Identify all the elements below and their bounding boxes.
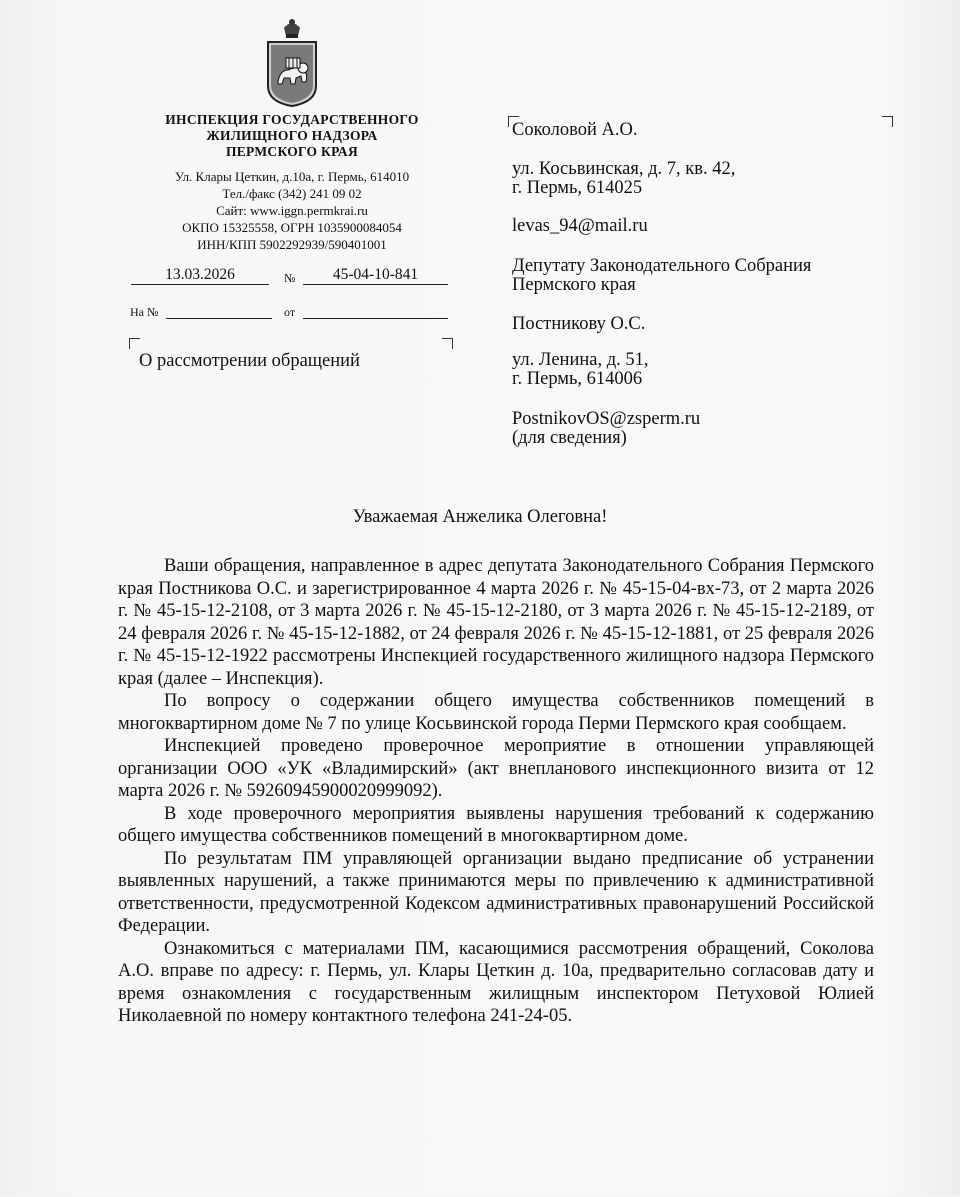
body-paragraph: Ознакомиться с материалами ПМ, касающимися рассмотрения обращений, Соколова А.О. вправе по адресу: г. Пермь, ул. Клары Цеткин д. 10а, предварительно согласовав дату и время ознакомления с государственным жилищным инспектором Петуховой Юлией Николаевной по номеру контактного телефона 241-24-05. bbox=[118, 938, 874, 1026]
body-paragraph: По вопросу о содержании общего имущества собственников помещений в многоквартирном доме № 7 по улице Косьвинской города Перми Пермского края сообщаем. bbox=[118, 691, 874, 734]
recipient-1-address bbox=[512, 160, 892, 198]
registration-date: 13.03.2026 bbox=[131, 266, 269, 285]
body-paragraph: По результатам ПМ управляющей организации выдано предписание об устранении выявленных нарушений, а также принимаются меры по привлечению к административной ответственности, предусмотренной Кодексом административных правонарушений Российской Федерации. bbox=[118, 848, 874, 936]
greeting: Уважаемая Анжелика Олеговна! bbox=[352, 507, 608, 527]
body-paragraph: Инспекцией проведено проверочное мероприятие в отношении управляющей организации ООО «УК «Владимирский» (акт внепланового инспекционного визита от 12 марта 2026 г. № 59260945900020999092). bbox=[118, 736, 874, 801]
recipient-2-street: ул. Ленина, д. 51, bbox=[512, 350, 649, 370]
recipient-2-address bbox=[512, 351, 892, 389]
recipient-1-name: Соколовой А.О. bbox=[512, 120, 638, 140]
reference-number-blank bbox=[166, 318, 272, 319]
recipient-1-city: г. Пермь, 614025 bbox=[512, 178, 643, 198]
letter-body bbox=[118, 555, 874, 1028]
registration-number: 45-04-10-841 bbox=[303, 266, 448, 285]
recipient-2-contact bbox=[512, 410, 892, 448]
registration-number-label: № bbox=[284, 271, 296, 285]
recipient-2-note: (для сведения) bbox=[512, 428, 627, 448]
organization-contacts bbox=[130, 168, 454, 253]
org-inn: ИНН/КПП 5902292939/590401001 bbox=[197, 237, 387, 252]
subject-corner-right bbox=[442, 338, 453, 349]
recipient-2-email: PostnikovOS@zsperm.ru bbox=[512, 409, 701, 429]
org-line-2: ЖИЛИЩНОГО НАДЗОРА bbox=[206, 128, 378, 143]
body-paragraph: Ваши обращения, направленное в адрес депутата Законодательного Собрания Пермского края Постникова О.С. и зарегистрированное 4 марта 2026 г. № 45-15-04-вх-73, от 2 марта 2026 г. № 45-15-12-2108, от 3 марта 2026 г. № 45-15-12-2180, от 3 марта 2026 г. № 45-15-12-2189, от 24 февраля 2026 г. № 45-15-12-1882, от 24 февраля 2026 г. № 45-15-12-1881, от 25 февраля 2026 г. № 45-15-12-1922 рассмотрены Инспекцией государственного жилищного надзора Пермского края (далее – Инспекция). bbox=[118, 556, 874, 689]
recipient-1-street: ул. Косьвинская, д. 7, кв. 42, bbox=[512, 159, 736, 179]
organization-name bbox=[130, 112, 454, 160]
subject-corner-left bbox=[129, 338, 140, 349]
reference-number-label: На № bbox=[130, 305, 159, 319]
reference-from-label: от bbox=[284, 305, 296, 319]
recipient-2-title-line-2: Пермского края bbox=[512, 275, 636, 295]
org-okpo: ОКПО 15325558, ОГРН 1035900084054 bbox=[182, 220, 402, 235]
recipient-2-name: Постникову О.С. bbox=[512, 314, 646, 334]
recipient-2-city: г. Пермь, 614006 bbox=[512, 369, 643, 389]
recipient-1-email: levas_94@mail.ru bbox=[512, 216, 648, 236]
reference-date-blank bbox=[303, 318, 448, 319]
org-line-3: ПЕРМСКОГО КРАЯ bbox=[225, 144, 359, 159]
org-site: Сайт: www.iggn.permkrai.ru bbox=[216, 203, 368, 218]
org-address: Ул. Клары Цеткин, д.10а, г. Пермь, 614010 bbox=[174, 169, 410, 184]
body-paragraph: В ходе проверочного мероприятия выявлены нарушения требований к содержанию общего имущества собственников помещений в многоквартирном доме. bbox=[118, 803, 874, 846]
perm-coat-of-arms-emblem bbox=[262, 16, 322, 108]
letter-subject: О рассмотрении обращений bbox=[139, 351, 360, 371]
org-line-1: ИНСПЕКЦИЯ ГОСУДАРСТВЕННОГО bbox=[165, 112, 419, 127]
org-phone: Тел./факс (342) 241 09 02 bbox=[222, 186, 362, 201]
recipient-2-title bbox=[512, 257, 892, 295]
recipient-2-title-line-1: Депутату Законодательного Собрания bbox=[512, 256, 812, 276]
